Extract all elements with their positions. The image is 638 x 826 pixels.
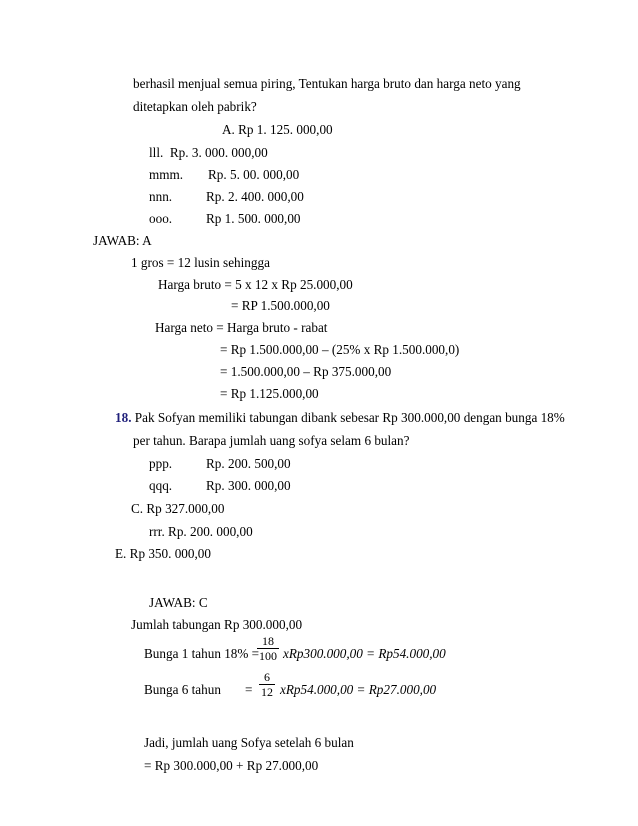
option-b: qqq. [149, 478, 173, 493]
conclusion-line: Jadi, jumlah uang Sofya setelah 6 bulan [144, 735, 354, 750]
work-line: = RP 1.500.000,00 [231, 298, 330, 313]
answer-label: JAWAB: A [93, 233, 152, 248]
option-a: A. Rp 1. 125. 000,00 [222, 122, 333, 137]
option-a-text: Rp. 200. 500,00 [206, 456, 291, 471]
work-line: Harga neto = Harga bruto - rabat [155, 320, 328, 335]
work-line: = 1.500.000,00 – Rp 375.000,00 [220, 364, 392, 379]
option-b: lll. Rp. 3. 000. 000,00 [149, 145, 268, 160]
option-e: ooo. [149, 211, 173, 226]
work-line: 1 gros = 12 lusin sehingga [131, 255, 270, 270]
answer-label: JAWAB: C [149, 595, 208, 610]
question-text-line: ditetapkan oleh pabrik? [133, 99, 257, 114]
option-d: nnn. [149, 189, 173, 204]
fraction-6-12: $\frac{6}{12}$ [261, 670, 273, 699]
option-d: rrr. Rp. 200. 000,00 [149, 524, 253, 539]
option-c: C. Rp 327.000,00 [131, 501, 225, 516]
question-number: 18. [115, 410, 132, 425]
option-c-text: Rp. 5. 00. 000,00 [208, 167, 300, 182]
fraction-18-100: $\frac{18}{100}$ [259, 634, 277, 663]
option-e-text: Rp 1. 500. 000,00 [206, 211, 301, 226]
equals-sign: = [245, 682, 253, 697]
total-line: = Rp 300.000,00 + Rp 27.000,00 [144, 758, 319, 773]
question-18-line: 18. Pak Sofyan memiliki tabungan dibank sebesar Rp 300.000,00 dengan bunga 18% [115, 410, 565, 425]
savings-line: Jumlah tabungan Rp 300.000,00 [131, 617, 303, 632]
question-text-line: per tahun. Barapa jumlah uang sofya selam 6 bulan? [133, 433, 410, 448]
work-line: = Rp 1.500.000,00 – (25% x Rp 1.500.000,0) [220, 342, 460, 357]
option-b-text: Rp. 300. 000,00 [206, 478, 291, 493]
interest-year-expr: xRp300.000,00 = Rp54.000,00 [283, 646, 446, 661]
interest-6m-expr: xRp54.000,00 = Rp27.000,00 [280, 682, 437, 697]
work-line: Harga bruto = 5 x 12 x Rp 25.000,00 [158, 277, 353, 292]
option-d-text: Rp. 2. 400. 000,00 [206, 189, 304, 204]
work-line: = Rp 1.125.000,00 [220, 386, 319, 401]
option-c: mmm. [149, 167, 184, 182]
option-e: E. Rp 350. 000,00 [115, 546, 211, 561]
question-text-line: berhasil menjual semua piring, Tentukan harga bruto dan harga neto yang [133, 76, 521, 91]
option-a: ppp. [149, 456, 173, 471]
interest-6m-label: Bunga 6 tahun [144, 682, 221, 697]
interest-year-label: Bunga 1 tahun 18% = [144, 646, 260, 661]
